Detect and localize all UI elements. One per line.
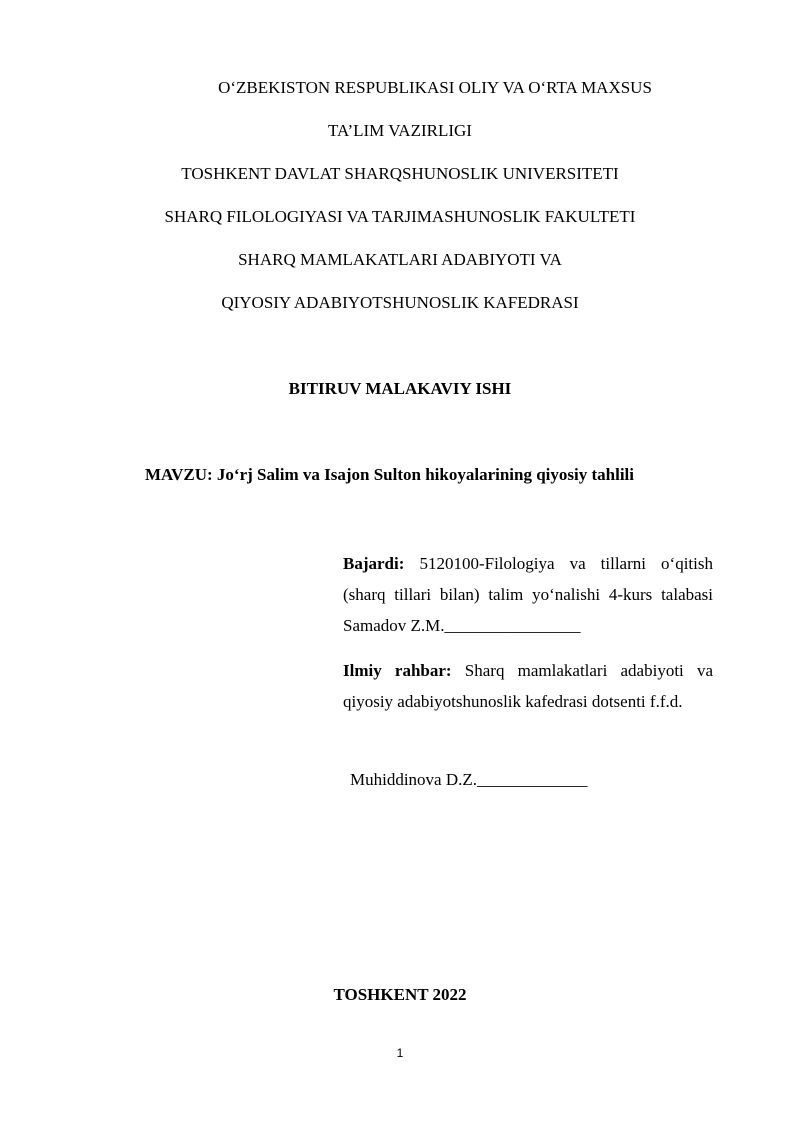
topic: MAVZU: Jo‘rj Salim va Isajon Sulton hikoyalarining qiyosiy tahlili: [145, 465, 634, 484]
supervisor-label: Ilmiy rahbar:: [343, 661, 452, 680]
supervisor-name: Muhiddinova D.Z._____________: [350, 770, 588, 789]
performer-block: [343, 548, 713, 641]
performer-label: Bajardi:: [343, 554, 405, 573]
department-line-2: QIYOSIY ADABIYOTSHUNOSLIK KAFEDRASI: [221, 293, 579, 312]
department-line-1: SHARQ MAMLAKATLARI ADABIYOTI VA: [238, 250, 562, 269]
page-number: 1: [396, 1046, 404, 1060]
supervisor-text: Sharq mamlakatlari adabiyoti va qiyosiy adabiyotshunoslik kafedrasi dotsenti f.f.d.: [343, 661, 714, 711]
supervisor-block: [343, 655, 713, 717]
ministry-line-1: O‘ZBEKISTON RESPUBLIKASI OLIY VA O‘RTA MAXSUS: [218, 78, 652, 97]
university-name: TOSHKENT DAVLAT SHARQSHUNOSLIK UNIVERSITETI: [181, 164, 619, 183]
performer-text: 5120100-Filologiya va tillarni o‘qitish (sharq tillari bilan) talim yo‘nalishi 4-kurs talabasi Samadov Z.M.________________: [343, 554, 713, 635]
ministry-line-2: TA’LIM VAZIRLIGI: [328, 121, 472, 140]
city-year: TOSHKENT 2022: [333, 985, 467, 1004]
work-type-title: BITIRUV MALAKAVIY ISHI: [288, 379, 512, 398]
faculty-name: SHARQ FILOLOGIYASI VA TARJIMASHUNOSLIK FAKULTETI: [164, 207, 636, 226]
